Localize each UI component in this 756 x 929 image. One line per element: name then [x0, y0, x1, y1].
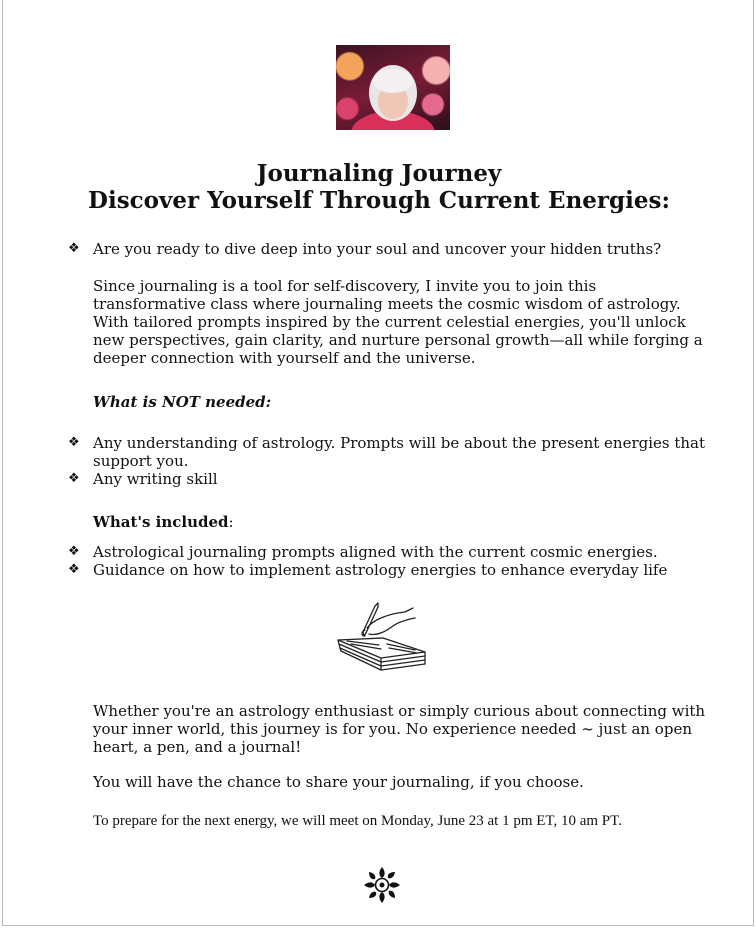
list-item: Any writing skill: [93, 470, 218, 488]
presenter-photo: [336, 45, 450, 130]
bullet-icon: ❖: [68, 544, 80, 559]
document-page: [2, 0, 754, 926]
page-title: Journaling Journey: [256, 160, 502, 187]
list-item: Guidance on how to implement astrology energies to enhance everyday life: [93, 561, 668, 579]
intro-line: deeper connection with yourself and the universe.: [93, 349, 476, 367]
intro-line: Since journaling is a tool for self-discovery, I invite you to join this: [93, 277, 597, 295]
sun-ornament-icon: [361, 864, 403, 906]
presenter-photo-figure: [336, 45, 450, 130]
intro-line: new perspectives, gain clarity, and nurture personal growth—all while forging a: [93, 331, 703, 349]
closing-line: Whether you're an astrology enthusiast or simply curious about connecting with: [93, 702, 706, 720]
page-subtitle: Discover Yourself Through Current Energies:: [88, 187, 670, 214]
share-line: You will have the chance to share your journaling, if you choose.: [93, 773, 584, 791]
list-item: Any understanding of astrology. Prompts will be about the present energies that: [93, 434, 706, 452]
bullet-icon: ❖: [68, 562, 80, 577]
bullet-icon: ❖: [68, 471, 80, 486]
intro-line: With tailored prompts inspired by the current celestial energies, you'll unlock: [93, 313, 686, 331]
bullet-icon: ❖: [68, 241, 80, 256]
intro-line: transformative class where journaling meets the cosmic wisdom of astrology.: [93, 295, 681, 313]
closing-line: your inner world, this journey is for you. No experience needed ~ just an open: [93, 720, 692, 738]
included-heading-text: What's included: [93, 513, 229, 531]
list-item-continued: support you.: [93, 452, 189, 470]
not-needed-heading: What is NOT needed:: [93, 393, 272, 411]
intro-question: Are you ready to dive deep into your soul and uncover your hidden truths?: [93, 240, 662, 258]
pen-writing-in-book-icon: [335, 598, 429, 676]
closing-line: heart, a pen, and a journal!: [93, 738, 302, 756]
list-item: Astrological journaling prompts aligned with the current cosmic energies.: [93, 543, 658, 561]
bullet-icon: ❖: [68, 435, 80, 450]
included-heading-colon: :: [228, 513, 234, 531]
included-heading: [93, 513, 234, 531]
schedule-line: To prepare for the next energy, we will meet on Monday, June 23 at 1 pm ET, 10 am PT.: [93, 813, 622, 829]
